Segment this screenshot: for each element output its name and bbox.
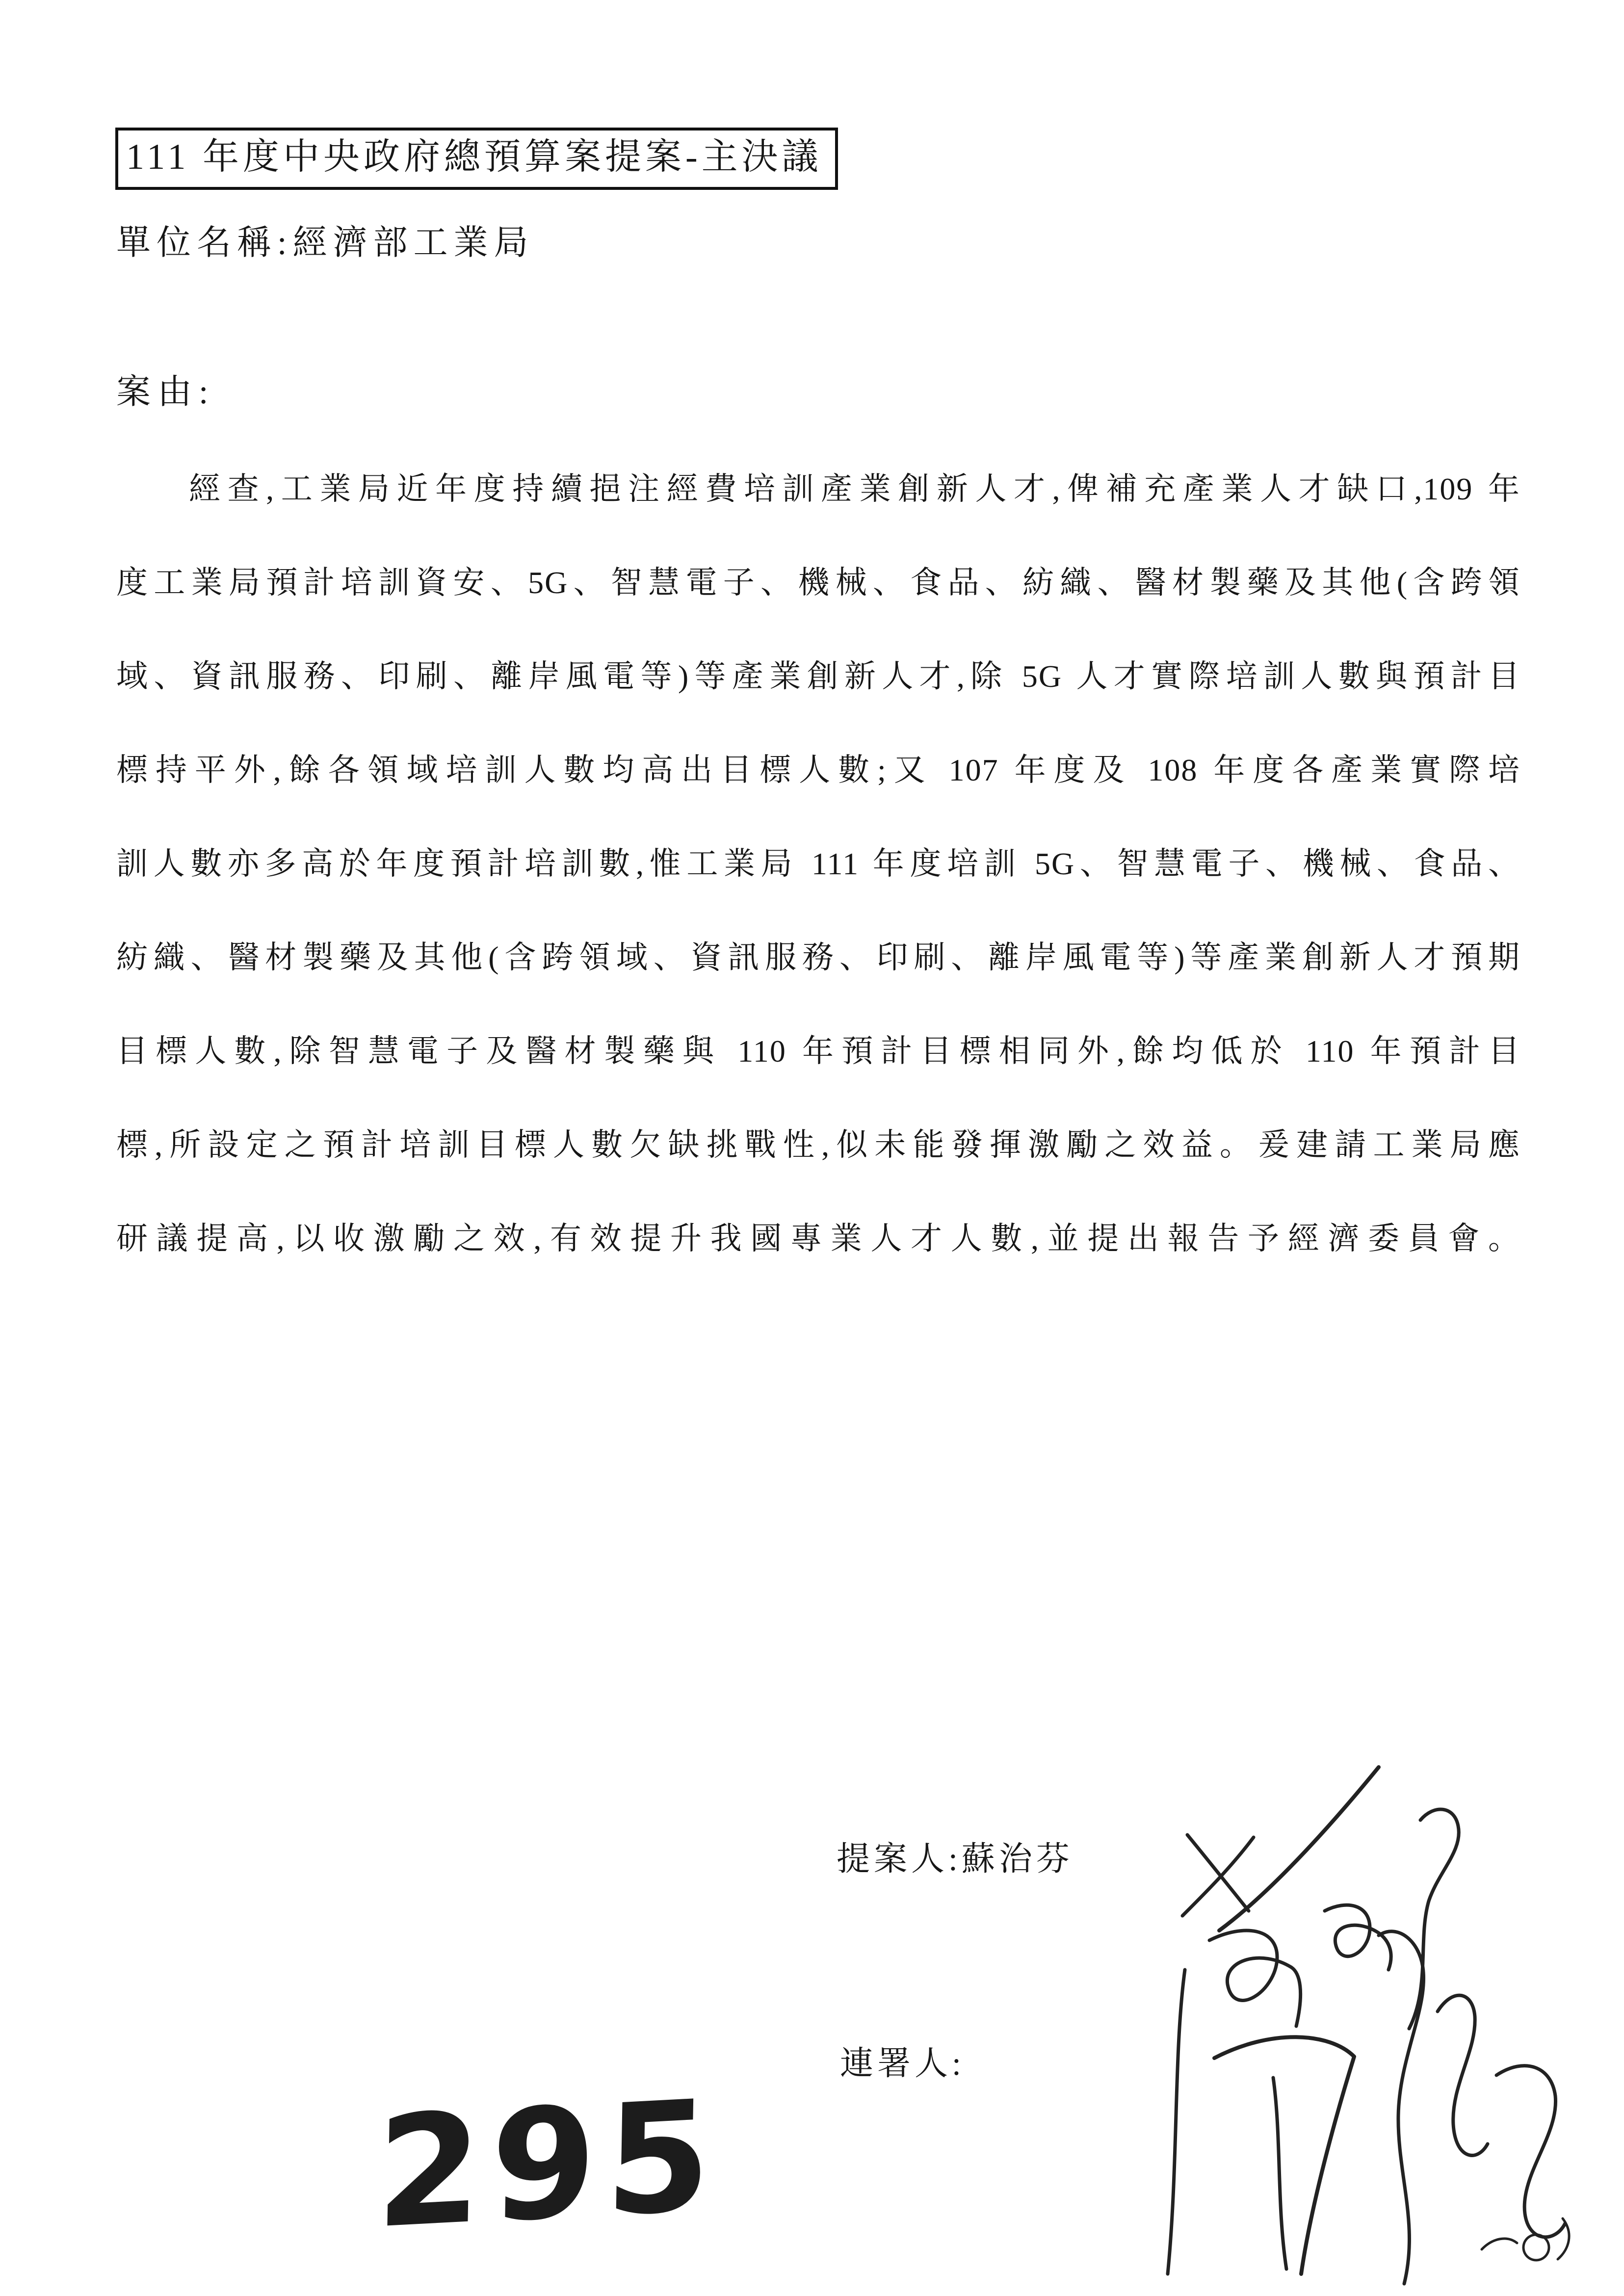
body-line: 訓人數亦多高於年度預計培訓數,惟工業局 111 年度培訓 5G、智慧電子、機械、食品、 [116,846,1520,881]
document-title: 111 年度中央政府總預算案提案-主決議 [126,137,822,177]
body-line: 域、資訊服務、印刷、離岸風電等)等產業創新人才,除 5G 人才實際培訓人數與預計目 [116,659,1520,694]
body-line: 目標人數,除智慧電子及醫材製藥與 110 年預計目標相同外,餘均低於 110 年預計目 [116,1034,1520,1069]
case-reason-label: 案由: [116,373,215,411]
body-line: 標持平外,餘各領域培訓人數均高出目標人數;又 107 年度及 108 年度各產業實際培 [116,753,1520,787]
unit-name-line: 單位名稱:經濟部工業局 [116,224,534,262]
margin-scribble [1467,2188,1595,2271]
body-line: 研議提高,以收激勵之效,有效提升我國專業人才人數,並提出報告予經濟委員會。 [116,1221,1520,1256]
body-line: 度工業局預計培訓資安、5G、智慧電子、機械、食品、紡織、醫材製藥及其他(含跨領 [116,565,1520,600]
body-line: 紡織、醫材製藥及其他(含跨領域、資訊服務、印刷、離岸風電等)等產業創新人才預期 [116,940,1520,975]
proposer-line: 提案人:蘇治芬 [837,1840,1074,1878]
cosigner-line: 連署人: [840,2045,965,2082]
page-number: 295 [374,2067,722,2263]
document-title-box [115,128,838,190]
case-body-paragraph [116,462,1520,1305]
body-line: 經查,工業局近年度持續挹注經費培訓產業創新人才,俾補充產業人才缺口,109 年 [189,471,1520,506]
body-line: 標,所設定之預計培訓目標人數欠缺挑戰性,似未能發揮激勵之效益。爰建請工業局應 [116,1127,1520,1162]
